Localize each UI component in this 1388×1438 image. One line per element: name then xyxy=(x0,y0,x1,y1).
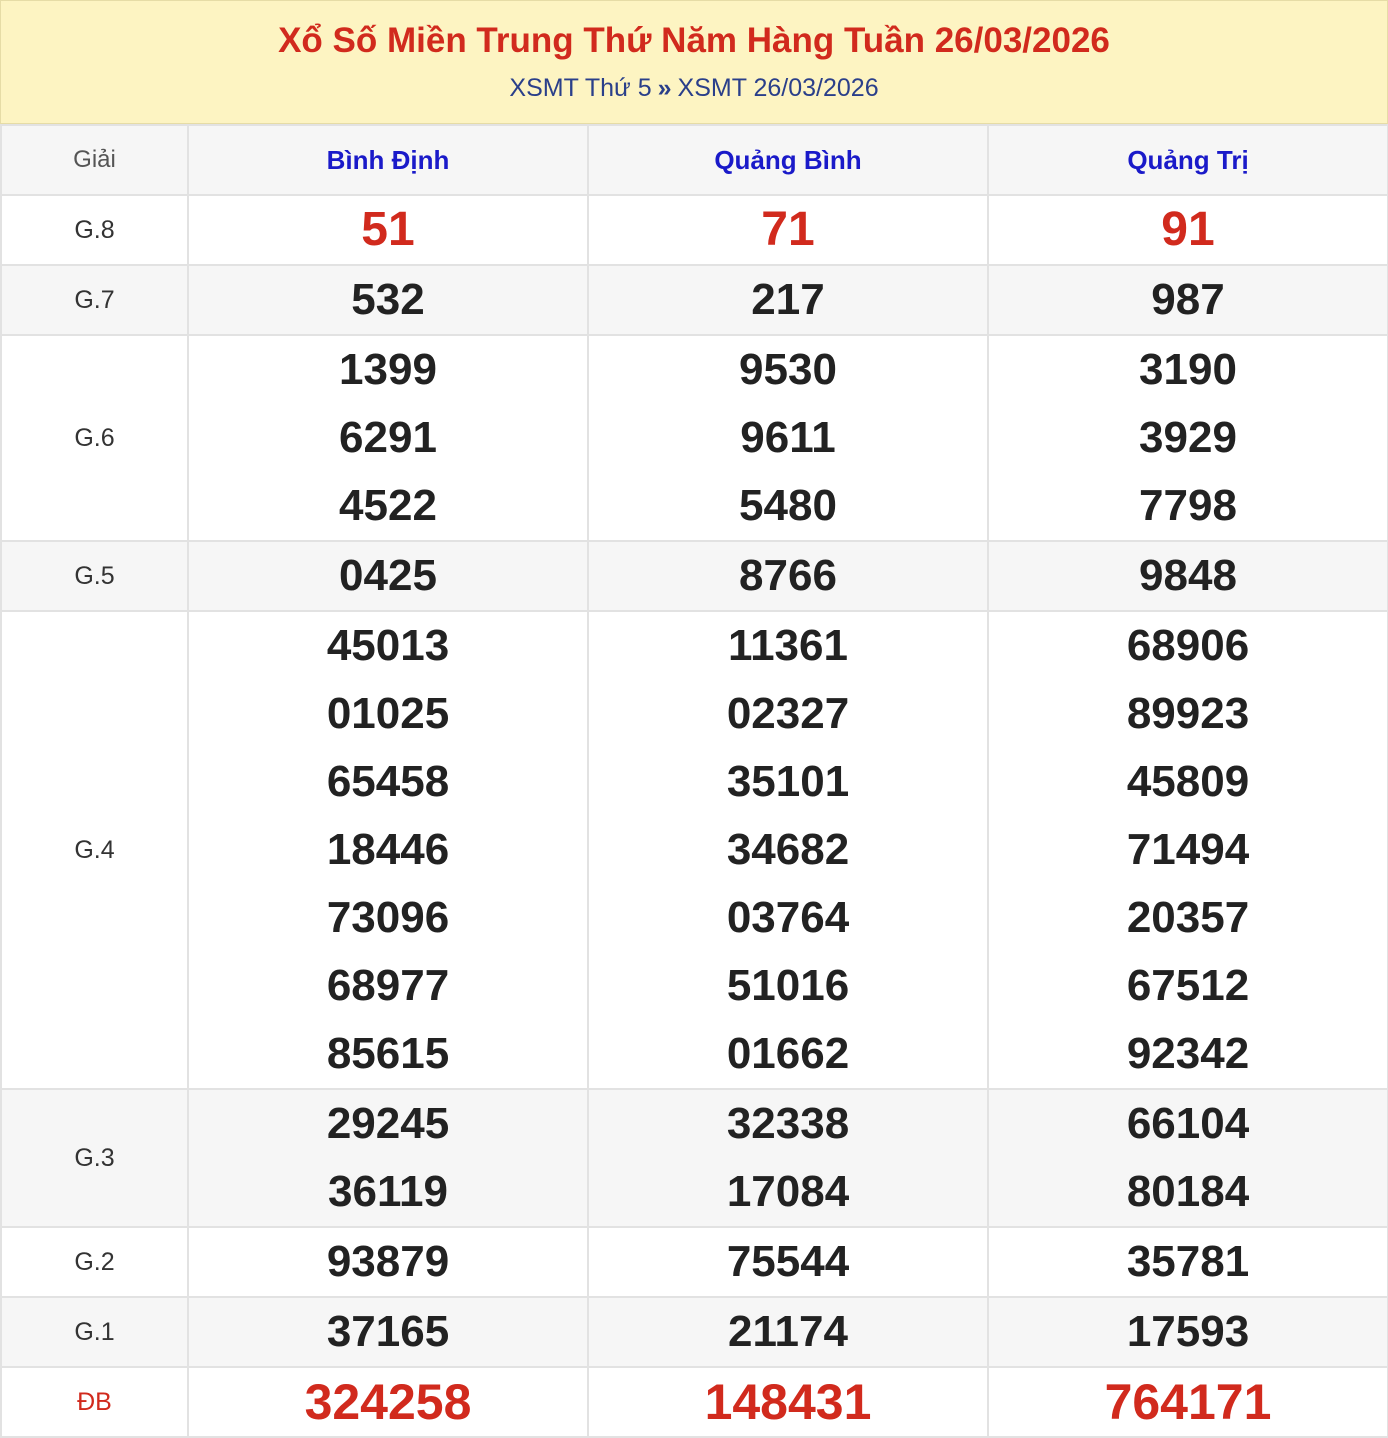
table-header-row xyxy=(1,125,1388,195)
result-number: 9848 xyxy=(1139,551,1237,600)
result-cell xyxy=(188,1297,588,1367)
result-cell xyxy=(588,1089,988,1227)
result-number: 75544 xyxy=(726,1237,850,1286)
result-number: 21174 xyxy=(728,1307,848,1356)
table-row xyxy=(1,1227,1388,1297)
result-number: 29245 xyxy=(326,1099,450,1148)
prize-label: G.2 xyxy=(1,1227,188,1297)
breadcrumb-link-date[interactable]: XSMT 26/03/2026 xyxy=(677,74,879,102)
breadcrumb-link-weekday[interactable]: XSMT Thứ 5 xyxy=(509,74,652,102)
result-cell xyxy=(988,541,1388,611)
result-number: 0425 xyxy=(339,551,437,600)
result-number: 92342 xyxy=(1126,1029,1250,1078)
result-cell xyxy=(188,335,588,541)
result-number: 85615 xyxy=(326,1029,450,1078)
result-cell xyxy=(988,335,1388,541)
result-cell xyxy=(588,195,988,265)
prize-label: G.6 xyxy=(1,335,188,541)
result-cell xyxy=(188,195,588,265)
special-prize-number: 324258 xyxy=(304,1374,472,1430)
results-table xyxy=(0,124,1388,1438)
results-header xyxy=(0,0,1388,124)
special-prize-number: 764171 xyxy=(1104,1374,1272,1430)
result-number: 18446 xyxy=(326,825,450,874)
result-number: 51 xyxy=(361,203,415,256)
result-cell xyxy=(588,335,988,541)
result-number: 9611 xyxy=(740,413,836,462)
table-row xyxy=(1,265,1388,335)
prize-label: G.1 xyxy=(1,1297,188,1367)
result-number: 217 xyxy=(751,275,825,324)
result-number: 34682 xyxy=(726,825,850,874)
result-number: 67512 xyxy=(1126,961,1250,1010)
result-cell xyxy=(988,195,1388,265)
result-number: 93879 xyxy=(326,1237,450,1286)
breadcrumb xyxy=(1,73,1387,103)
result-number: 35781 xyxy=(1126,1237,1250,1286)
prize-label: G.5 xyxy=(1,541,188,611)
result-cell xyxy=(988,611,1388,1089)
special-prize-number: 148431 xyxy=(704,1374,872,1430)
result-cell xyxy=(188,541,588,611)
result-number: 80184 xyxy=(1126,1167,1250,1216)
result-cell xyxy=(988,265,1388,335)
result-cell xyxy=(188,611,588,1089)
result-number: 35101 xyxy=(726,757,850,806)
table-row xyxy=(1,611,1388,1089)
result-number: 17084 xyxy=(726,1167,850,1216)
prize-column-header: Giải xyxy=(1,125,188,195)
result-cell xyxy=(588,541,988,611)
result-cell xyxy=(588,1297,988,1367)
result-number: 36119 xyxy=(328,1167,448,1216)
province-header-quang-binh[interactable]: Quảng Bình xyxy=(588,125,988,195)
result-cell xyxy=(588,611,988,1089)
result-number: 32338 xyxy=(726,1099,850,1148)
page-title: Xổ Số Miền Trung Thứ Năm Hàng Tuần 26/03/2026 xyxy=(278,21,1110,60)
result-number: 91 xyxy=(1161,203,1215,256)
result-cell xyxy=(988,1297,1388,1367)
result-number: 71494 xyxy=(1126,825,1250,874)
result-number: 51016 xyxy=(726,961,850,1010)
result-number: 45013 xyxy=(326,621,450,670)
result-number: 11361 xyxy=(728,621,848,670)
result-number: 20357 xyxy=(1126,893,1250,942)
result-cell xyxy=(588,1227,988,1297)
result-number: 45809 xyxy=(1126,757,1250,806)
province-header-quang-tri[interactable]: Quảng Trị xyxy=(988,125,1388,195)
prize-label: G.7 xyxy=(1,265,188,335)
breadcrumb-separator: » xyxy=(657,74,672,102)
result-number: 65458 xyxy=(326,757,450,806)
result-number: 7798 xyxy=(1139,481,1237,530)
result-cell xyxy=(188,1089,588,1227)
result-number: 01025 xyxy=(326,689,450,738)
result-number: 5480 xyxy=(739,481,837,530)
result-number: 9530 xyxy=(739,345,837,394)
province-header-binh-dinh[interactable]: Bình Định xyxy=(188,125,588,195)
result-cell xyxy=(988,1367,1388,1437)
table-row xyxy=(1,541,1388,611)
result-number: 02327 xyxy=(726,689,850,738)
table-row xyxy=(1,1297,1388,1367)
result-number: 73096 xyxy=(326,893,450,942)
result-cell xyxy=(588,1367,988,1437)
result-number: 89923 xyxy=(1126,689,1250,738)
result-number: 66104 xyxy=(1126,1099,1250,1148)
result-number: 68906 xyxy=(1126,621,1250,670)
prize-label: G.8 xyxy=(1,195,188,265)
result-number: 8766 xyxy=(739,551,837,600)
prize-label: ĐB xyxy=(1,1367,188,1437)
result-cell xyxy=(988,1227,1388,1297)
prize-label: G.3 xyxy=(1,1089,188,1227)
result-number: 987 xyxy=(1151,275,1225,324)
result-number: 17593 xyxy=(1126,1307,1250,1356)
result-cell xyxy=(188,265,588,335)
table-row xyxy=(1,335,1388,541)
result-number: 3190 xyxy=(1139,345,1237,394)
result-number: 4522 xyxy=(339,481,437,530)
prize-label: G.4 xyxy=(1,611,188,1089)
result-number: 71 xyxy=(761,203,815,256)
result-cell xyxy=(188,1367,588,1437)
result-number: 68977 xyxy=(326,961,450,1010)
result-cell xyxy=(588,265,988,335)
result-number: 6291 xyxy=(339,413,437,462)
result-number: 1399 xyxy=(339,345,437,394)
result-number: 37165 xyxy=(326,1307,450,1356)
table-row xyxy=(1,1367,1388,1437)
result-number: 3929 xyxy=(1139,413,1237,462)
result-number: 532 xyxy=(351,275,425,324)
table-row xyxy=(1,1089,1388,1227)
result-cell xyxy=(988,1089,1388,1227)
result-number: 03764 xyxy=(726,893,850,942)
table-row xyxy=(1,195,1388,265)
result-cell xyxy=(188,1227,588,1297)
result-number: 01662 xyxy=(726,1029,850,1078)
